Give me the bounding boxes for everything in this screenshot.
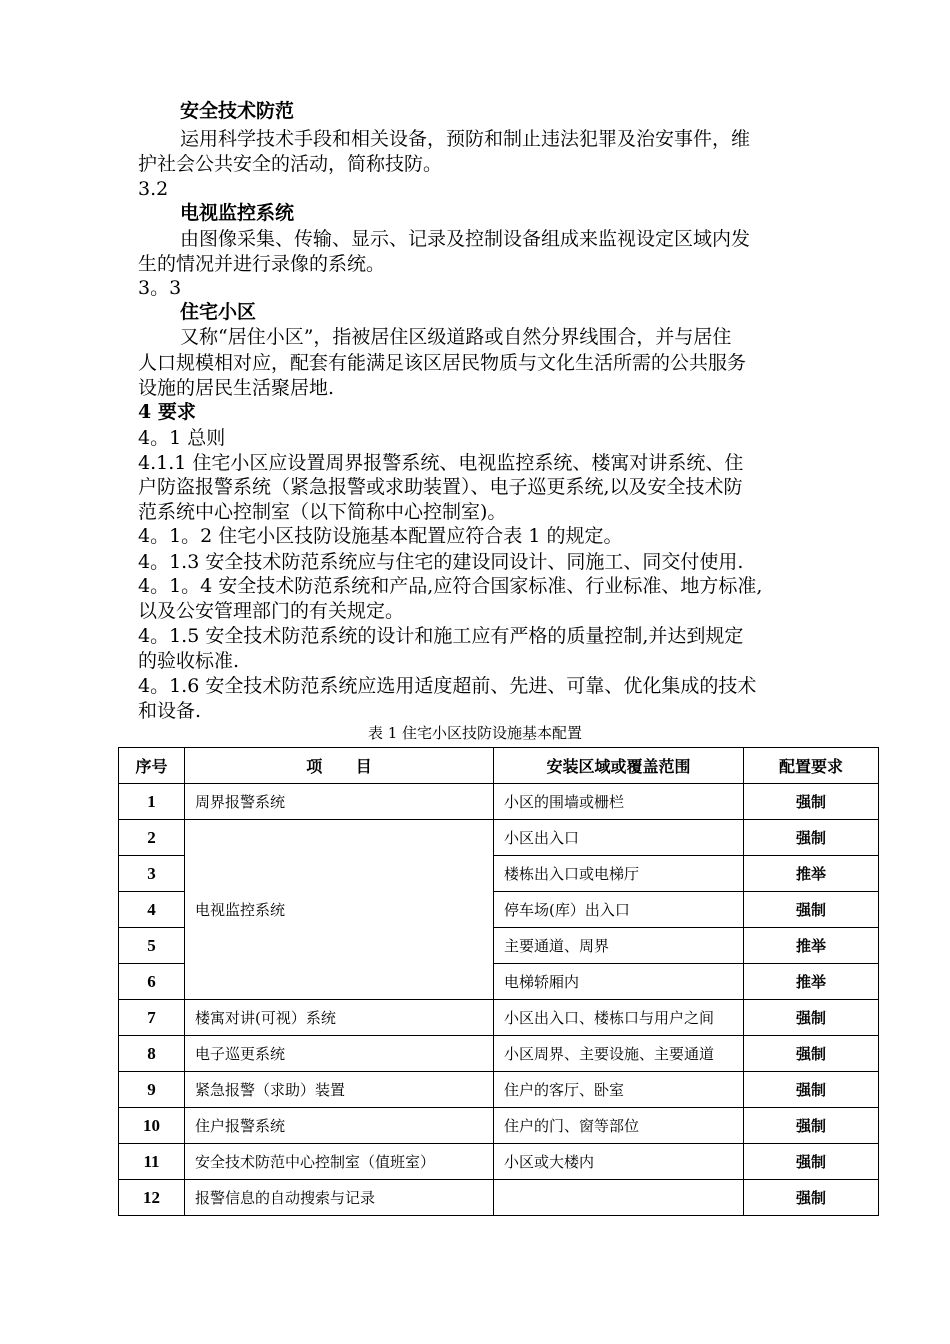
clause-line: 以及公安管理部门的有关规定。: [138, 600, 405, 622]
row-item: 紧急报警（求助）装置: [185, 1072, 494, 1108]
table-caption: 表 1 住宅小区技防设施基本配置: [367, 724, 583, 742]
row-number: 11: [119, 1144, 185, 1180]
row-item: 楼寓对讲(可视）系统: [185, 1000, 494, 1036]
row-requirement: 推举: [744, 928, 879, 964]
table-row: [119, 1036, 879, 1072]
table-row: [119, 1000, 879, 1036]
row-area: 停车场(库）出入口: [494, 892, 744, 928]
definition-line: 运用科学技术手段和相关设备，预防和制止违法犯罪及治安事件，维: [180, 128, 751, 150]
row-number: 9: [119, 1072, 185, 1108]
term-title-residential-area: 住宅小区: [180, 301, 257, 323]
row-area: 小区或大楼内: [494, 1144, 744, 1180]
definition-line: 护社会公共安全的活动，简称技防。: [138, 153, 443, 175]
table-row: [119, 1180, 879, 1216]
row-requirement: 强制: [744, 784, 879, 820]
definition-line: 人口规模相对应，配套有能满足该区居民物质与文化生活所需的公共服务: [138, 352, 747, 374]
row-number: 7: [119, 1000, 185, 1036]
table-row: [119, 1072, 879, 1108]
term-title-cctv: 电视监控系统: [180, 202, 295, 224]
row-number: 2: [119, 820, 185, 856]
clause-line: 4。1.5 安全技术防范系统的设计和施工应有严格的质量控制,并达到规定: [138, 625, 744, 647]
row-requirement: 强制: [744, 1180, 879, 1216]
row-requirement: 推举: [744, 964, 879, 1000]
header-no: 序号: [119, 748, 185, 784]
table-row: [119, 1144, 879, 1180]
row-number: 6: [119, 964, 185, 1000]
clause-line: 4。1.6 安全技术防范系统应选用适度超前、先进、可靠、优化集成的技术: [138, 675, 757, 697]
row-area: 住户的客厅、卧室: [494, 1072, 744, 1108]
config-table: [118, 747, 879, 1216]
row-area: 电梯轿厢内: [494, 964, 744, 1000]
table-header-row: [119, 748, 879, 784]
row-number: 4: [119, 892, 185, 928]
clause-line: 户防盗报警系统（紧急报警或求助装置）、电子巡更系统,以及安全技术防: [138, 476, 743, 498]
header-requirement: 配置要求: [744, 748, 879, 784]
section-number: 3。3: [138, 277, 182, 299]
row-requirement: 强制: [744, 1000, 879, 1036]
row-area: 主要通道、周界: [494, 928, 744, 964]
row-item: 周界报警系统: [185, 784, 494, 820]
row-requirement: 强制: [744, 892, 879, 928]
row-area: 小区出入口: [494, 820, 744, 856]
definition-line: 由图像采集、传输、显示、记录及控制设备组成来监视设定区域内发: [180, 228, 751, 250]
row-number: 1: [119, 784, 185, 820]
row-requirement: 强制: [744, 1144, 879, 1180]
row-item: 电子巡更系统: [185, 1036, 494, 1072]
row-requirement: 强制: [744, 1036, 879, 1072]
clause-line: 范系统中心控制室（以下简称中心控制室)。: [138, 501, 507, 523]
clause-line: 4.1.1 住宅小区应设置周界报警系统、电视监控系统、楼寓对讲系统、住: [138, 452, 744, 474]
table-row: [119, 1108, 879, 1144]
definition-line: 生的情况并进行录像的系统。: [138, 253, 386, 275]
row-area: 小区周界、主要设施、主要通道: [494, 1036, 744, 1072]
row-item: 报警信息的自动搜索与记录: [185, 1180, 494, 1216]
header-area: 安装区域或覆盖范围: [494, 748, 744, 784]
row-area: 小区的围墙或栅栏: [494, 784, 744, 820]
row-area: [494, 1180, 744, 1216]
row-area: 住户的门、窗等部位: [494, 1108, 744, 1144]
clause-line: 和设备.: [138, 700, 202, 722]
clause-line: 4。1。4 安全技术防范系统和产品,应符合国家标准、行业标准、地方标准,: [138, 575, 763, 597]
table-row: [119, 784, 879, 820]
row-number: 5: [119, 928, 185, 964]
row-requirement: 强制: [744, 1072, 879, 1108]
row-item: 安全技术防范中心控制室（值班室）: [185, 1144, 494, 1180]
row-area: 楼栋出入口或电梯厅: [494, 856, 744, 892]
clause-line: 4。1.3 安全技术防范系统应与住宅的建设同设计、同施工、同交付使用.: [138, 551, 744, 573]
row-requirement: 推举: [744, 856, 879, 892]
term-title-tech-prevention: 安全技术防范: [180, 100, 295, 122]
clause-line: 4。1。2 住宅小区技防设施基本配置应符合表 1 的规定。: [138, 525, 623, 547]
header-item: 项 目: [185, 748, 494, 784]
subsection-heading-general: 4。1 总则: [138, 427, 226, 449]
row-item: 住户报警系统: [185, 1108, 494, 1144]
row-number: 12: [119, 1180, 185, 1216]
row-number: 10: [119, 1108, 185, 1144]
clause-line: 的验收标准.: [138, 650, 240, 672]
table-row: [119, 820, 879, 856]
row-area: 小区出入口、楼栋口与用户之间: [494, 1000, 744, 1036]
row-item: 电视监控系统: [185, 820, 494, 1000]
definition-line: 又称“居住小区”，指被居住区级道路或自然分界线围合，并与居住: [180, 326, 732, 348]
row-requirement: 强制: [744, 820, 879, 856]
row-number: 8: [119, 1036, 185, 1072]
row-requirement: 强制: [744, 1108, 879, 1144]
definition-line: 设施的居民生活聚居地.: [138, 377, 335, 399]
row-number: 3: [119, 856, 185, 892]
section-number: 3.2: [138, 178, 169, 200]
section-heading-requirements: 4 要求: [138, 401, 196, 423]
